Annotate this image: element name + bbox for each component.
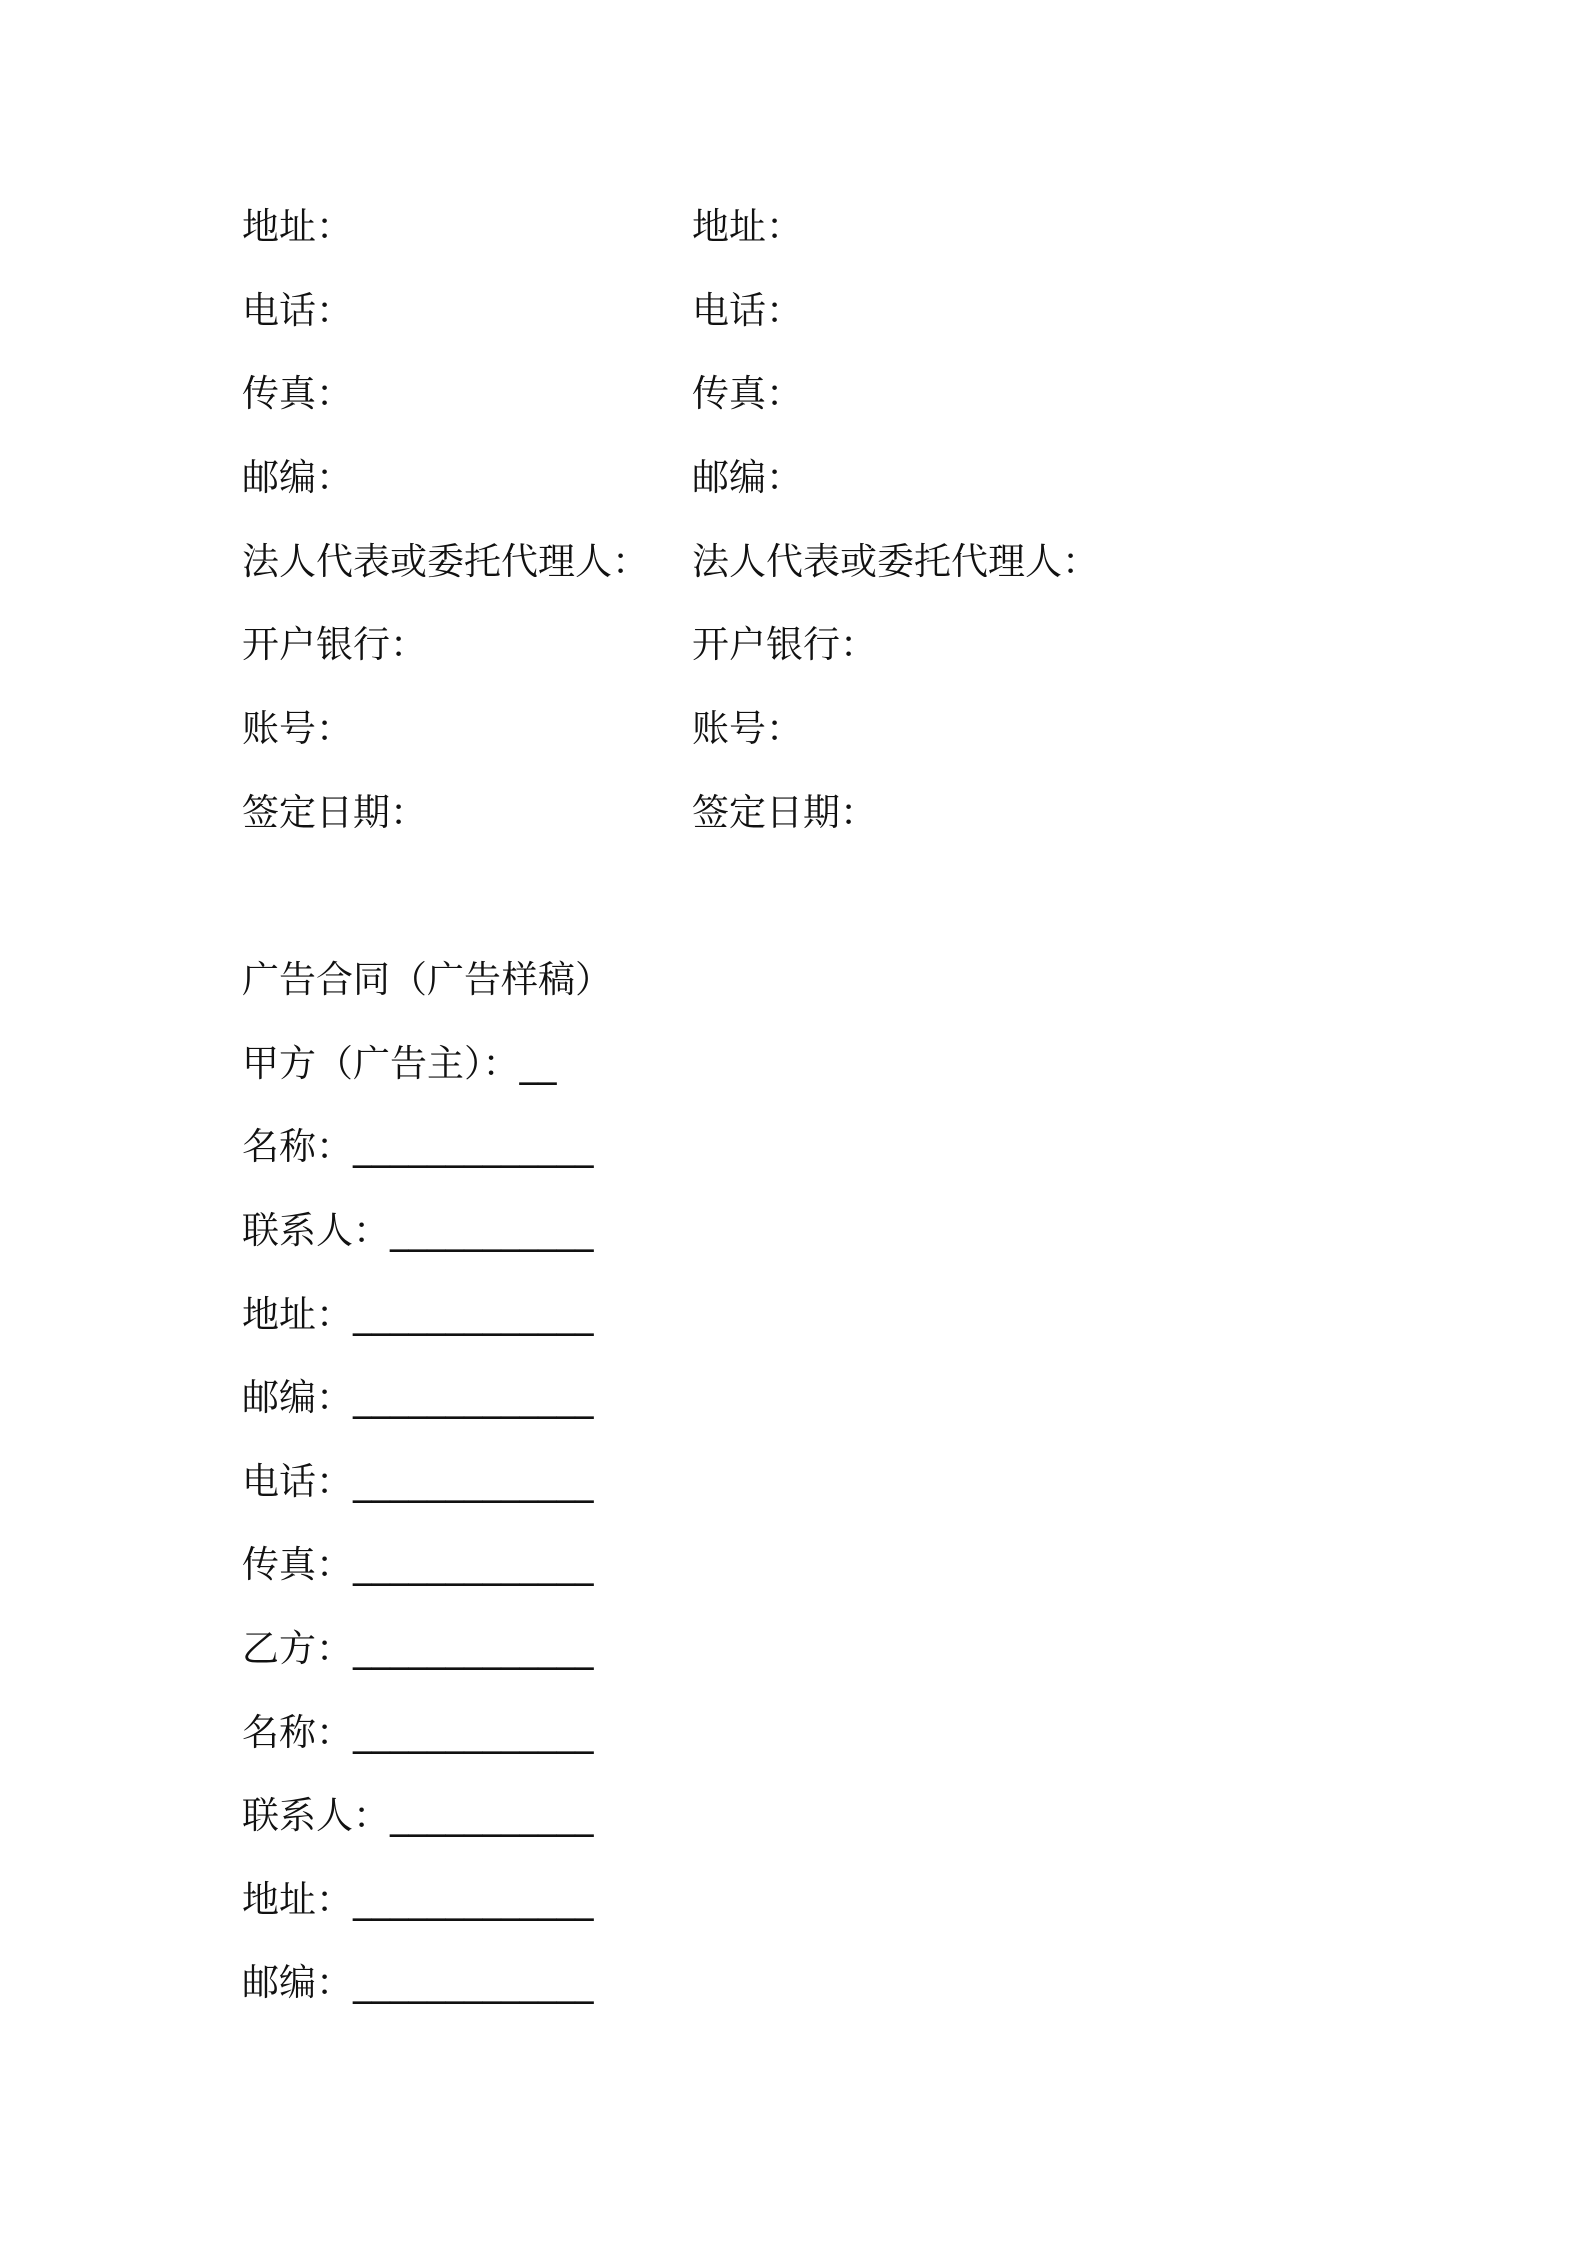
party-b-phone-label: 电话： xyxy=(692,289,803,332)
party-b-line: 乙方：_____________ xyxy=(242,1627,594,1670)
party-b-postcode-label: 邮编： xyxy=(692,456,803,499)
party-a-postcode-label: 邮编： xyxy=(242,456,353,499)
party-a-name-field: 名称：_____________ xyxy=(242,1125,594,1168)
party-a-postcode-field: 邮编：_____________ xyxy=(242,1376,594,1419)
party-a-representative-label: 法人代表或委托代理人： xyxy=(242,540,649,583)
party-a-sign-date-label: 签定日期： xyxy=(242,791,427,834)
party-b-contact-field: 联系人：___________ xyxy=(242,1794,594,1837)
party-b-account-label: 账号： xyxy=(692,707,803,750)
party-a-phone-label: 电话： xyxy=(242,289,353,332)
party-a-address-label: 地址： xyxy=(242,205,353,248)
party-a-fax-field: 传真：_____________ xyxy=(242,1543,594,1586)
party-a-phone-field: 电话：_____________ xyxy=(242,1460,594,1503)
party-a-bank-label: 开户银行： xyxy=(242,623,427,666)
party-b-bank-label: 开户银行： xyxy=(692,623,877,666)
party-b-address-label: 地址： xyxy=(692,205,803,248)
party-b-sign-date-label: 签定日期： xyxy=(692,791,877,834)
party-b-address-field: 地址：_____________ xyxy=(242,1878,594,1921)
party-b-fax-label: 传真： xyxy=(692,372,803,415)
party-a-address-field: 地址：_____________ xyxy=(242,1293,594,1336)
party-a-account-label: 账号： xyxy=(242,707,353,750)
party-a-contact-field: 联系人：___________ xyxy=(242,1209,594,1252)
party-a-fax-label: 传真： xyxy=(242,372,353,415)
party-b-name-field: 名称：_____________ xyxy=(242,1711,594,1754)
party-b-representative-label: 法人代表或委托代理人： xyxy=(692,540,1099,583)
party-b-postcode-field: 邮编：_____________ xyxy=(242,1961,594,2004)
contract-title: 广告合同（广告样稿） xyxy=(242,958,612,1001)
party-a-advertiser-line: 甲方（广告主）：__ xyxy=(242,1042,557,1085)
